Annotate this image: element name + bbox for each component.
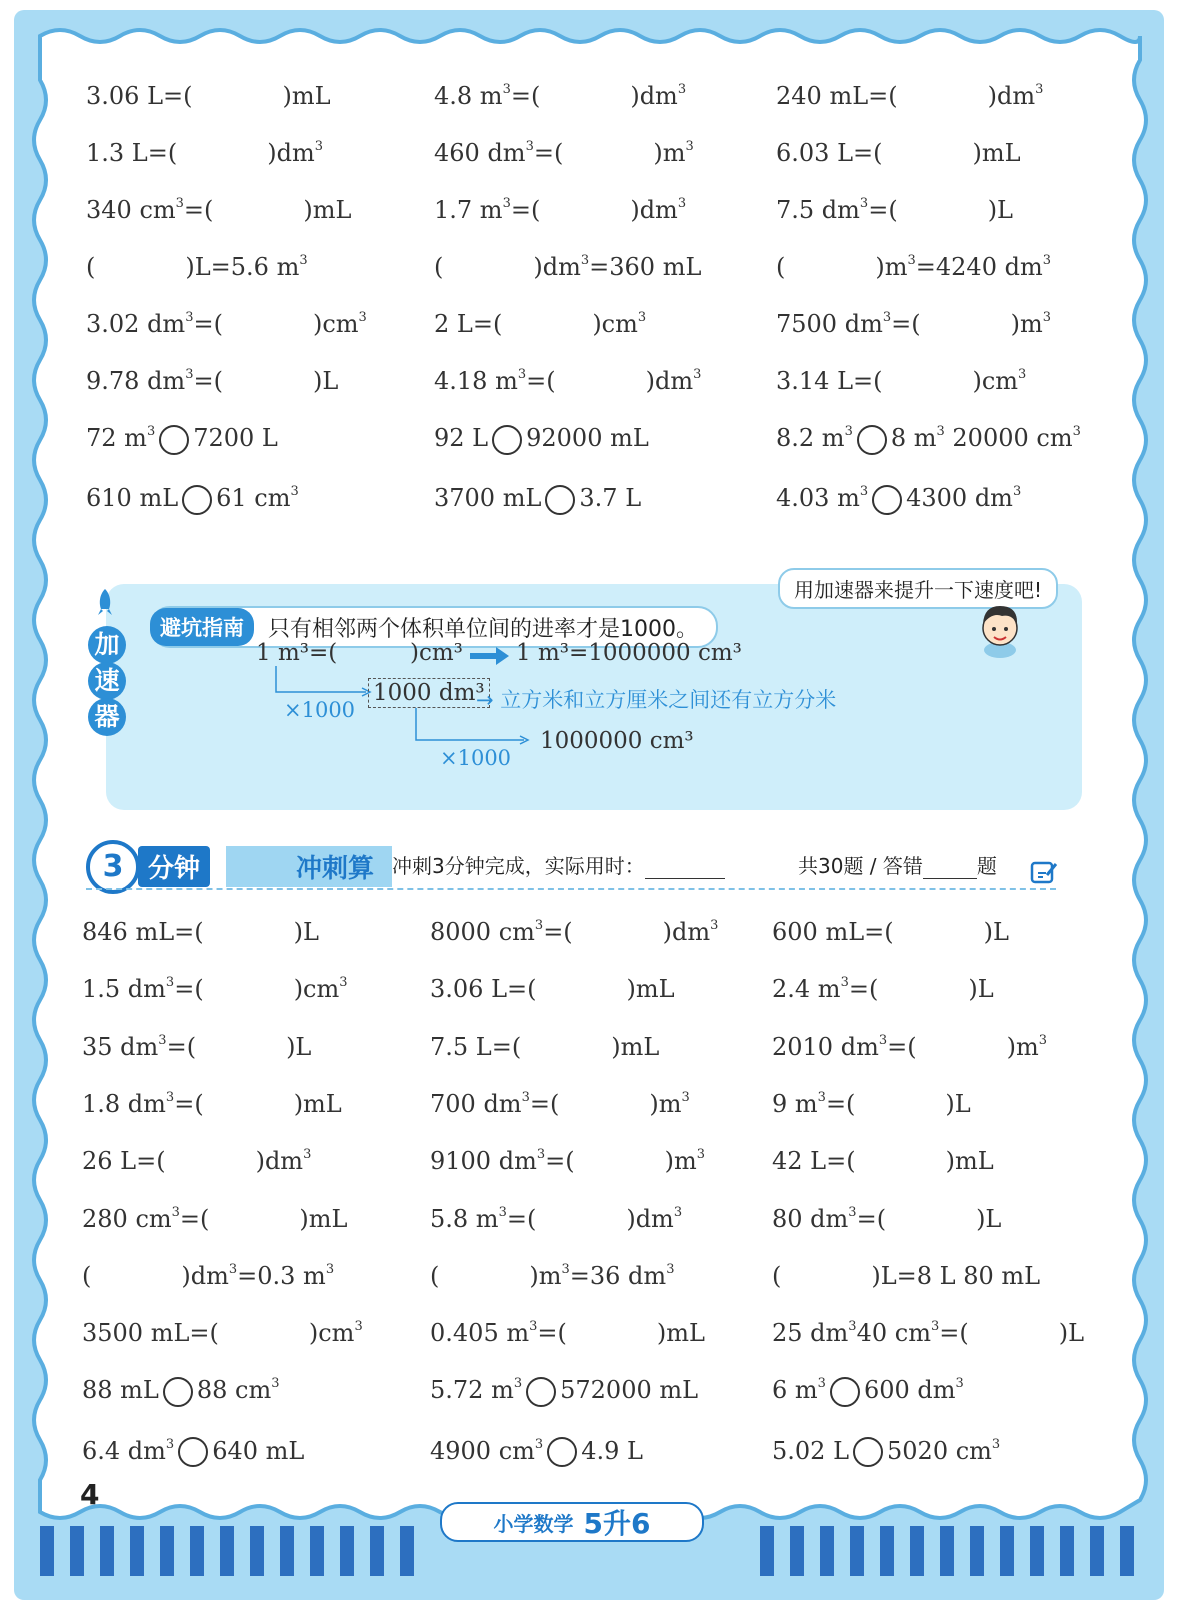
boy-cartoon-icon (972, 598, 1028, 658)
section-divider (86, 888, 1056, 890)
exercise-row (82, 1027, 1082, 1067)
compare-circle[interactable] (178, 1437, 208, 1467)
conversion-exercise: 3.06 L=( )mL (86, 82, 331, 110)
exercise-row (86, 133, 1086, 173)
compare-circle[interactable] (526, 1377, 556, 1407)
comparison-exercise: 8.2 $m^3$ 8 $m^3$ 20000 $cm^3$ (776, 418, 1081, 458)
section-title-b: 冲刺算 (296, 854, 375, 884)
conversion-exercise: ( )L=5.6 $m^3$ (86, 253, 308, 281)
exercise-row (82, 969, 1082, 1009)
comparison-exercise: 3700 mL 3.7 L (434, 478, 641, 518)
exercise-row (82, 1313, 1085, 1353)
conversion-exercise: ( )$dm^3=360$ mL (434, 253, 702, 281)
footer-label (440, 1502, 704, 1542)
exercise-row (86, 304, 1086, 344)
conversion-exercise: 42 L=( )mL (772, 1147, 994, 1176)
time-blank[interactable] (645, 858, 725, 879)
accel-result2: 1000000 cm³ (540, 728, 694, 754)
comparison-row (86, 478, 1086, 518)
conversion-exercise: 1.8 $dm^3=$( )mL (82, 1089, 342, 1118)
conversion-exercise: 8000 $cm^3=$( )$dm^3$ (430, 918, 719, 946)
conversion-exercise: 25 $dm^340$ $cm^3=$( )L (772, 1319, 1085, 1348)
conversion-exercise: 26 L=( )$dm^3$ (82, 1147, 312, 1176)
compare-circle[interactable] (547, 1437, 577, 1467)
tip-text: 只有相邻两个体积单位间的进率才是1000。 (268, 616, 698, 642)
comparison-row (86, 418, 1086, 458)
conversion-exercise: 0.405 $m^3=$( )mL (430, 1319, 705, 1348)
conversion-exercise: 80 $dm^3=$( )L (772, 1204, 1002, 1233)
exercise-row (82, 1084, 1082, 1124)
section-count: 共30题 / 答错 题 (798, 854, 997, 878)
compare-circle[interactable] (492, 425, 522, 455)
conversion-exercise: 340 $cm^3=$( )mL (86, 196, 352, 224)
conversion-exercise: 2 L=( )$cm^3$ (434, 310, 647, 338)
comparison-exercise: 6 $m^3$ 600 $dm^3$ (772, 1370, 964, 1410)
conversion-exercise: 9.78 $dm^3=$( )L (86, 367, 339, 395)
rocket-icon (96, 588, 114, 616)
mult-1000-a: ×1000 (284, 698, 356, 722)
accelerator-label-2: 速 (88, 662, 126, 700)
compare-circle[interactable] (872, 485, 902, 515)
page-number: 4 (80, 1478, 100, 1511)
section-title-b-bg (226, 846, 392, 887)
compare-circle[interactable] (545, 485, 575, 515)
conversion-exercise: 1.3 L=( )$dm^3$ (86, 139, 323, 167)
compare-circle[interactable] (163, 1377, 193, 1407)
accel-line1-result: 1 m³=1000000 cm³ (516, 640, 742, 666)
conversion-exercise: 4.8 $m^3=$( )$dm^3$ (434, 82, 687, 110)
conversion-exercise: 1.5 $dm^3=$( )$cm^3$ (82, 975, 348, 1004)
comparison-exercise: 6.4 $dm^3$ 640 mL (82, 1431, 304, 1471)
comparison-exercise: 5.02 L 5020 $cm^3$ (772, 1431, 1000, 1471)
compare-circle[interactable] (159, 425, 189, 455)
comparison-exercise: 5.72 $m^3$ 572000 mL (430, 1370, 698, 1410)
section-title-a: 分钟 (138, 846, 210, 887)
compare-circle[interactable] (182, 485, 212, 515)
conversion-exercise: 2.4 $m^3=$( )L (772, 975, 994, 1004)
conversion-exercise: ( )$m^3=36$ $dm^3$ (430, 1261, 675, 1290)
conversion-exercise: 846 mL=( )L (82, 918, 319, 946)
conversion-exercise: 9 $m^3=$( )L (772, 1089, 971, 1118)
section-instruction: 冲刺3分钟完成，实际用时： (392, 850, 725, 879)
exercise-row (86, 76, 1086, 116)
comparison-exercise: 4900 $cm^3$ 4.9 L (430, 1431, 643, 1471)
conversion-exercise: 4.18 $m^3=$( )$dm^3$ (434, 367, 702, 395)
comparison-exercise: 72 $m^3$ 7200 L (86, 418, 278, 458)
mid-box: 1000 dm³ (368, 678, 490, 708)
compare-circle[interactable] (830, 1377, 860, 1407)
conversion-exercise: ( )$m^3=4240$ $dm^3$ (776, 253, 1051, 281)
conversion-exercise: 7500 $dm^3=$( )$m^3$ (776, 310, 1051, 338)
tip-tag: 避坑指南 (150, 608, 254, 646)
conversion-exercise: 3.14 L=( )$cm^3$ (776, 367, 1027, 395)
comparison-exercise: 92 L 92000 mL (434, 418, 649, 458)
exercise-row (86, 190, 1086, 230)
footer-grade: 5升6 (583, 1507, 651, 1540)
mid-note: → 立方米和立方厘米之间还有立方分米 (476, 688, 837, 712)
conversion-exercise: 9100 $dm^3=$( )$m^3$ (430, 1147, 705, 1176)
conversion-exercise: 7.5 L=( )mL (430, 1032, 660, 1061)
exercise-row (86, 361, 1086, 401)
exercise-row (86, 247, 1086, 287)
section-header (86, 840, 1076, 890)
speech-bubble: 用加速器来提升一下速度吧! (778, 568, 1058, 609)
pencil-note-icon (1030, 860, 1058, 888)
accelerator-label-3: 器 (88, 698, 126, 736)
accel-line1-left: 1 m³=( (256, 640, 338, 666)
mult-1000-b: ×1000 (440, 746, 512, 770)
comparison-row (82, 1370, 1082, 1410)
comparison-exercise: 88 mL 88 $cm^3$ (82, 1370, 280, 1410)
conversion-exercise: 6.03 L=( )mL (776, 139, 1021, 167)
conversion-exercise: 700 $dm^3=$( )$m^3$ (430, 1089, 690, 1118)
conversion-exercise: 7.5 $dm^3=$( )L (776, 196, 1013, 224)
conversion-exercise: 280 $cm^3=$( )mL (82, 1204, 348, 1233)
conversion-exercise: 240 mL=( )$dm^3$ (776, 82, 1044, 110)
compare-circle[interactable] (853, 1437, 883, 1467)
exercise-row (82, 1141, 1082, 1181)
footer-subject: 小学数学 (493, 1511, 574, 1536)
exercise-row (82, 1199, 1082, 1239)
exercise-row (82, 1256, 1082, 1296)
exercise-row (82, 912, 1082, 952)
conversion-exercise: 35 $dm^3=$( )L (82, 1032, 312, 1061)
conversion-exercise: 3500 mL=( )$cm^3$ (82, 1319, 363, 1348)
compare-circle[interactable] (857, 425, 887, 455)
conversion-exercise: ( )L=8 L 80 mL (772, 1261, 1041, 1290)
conversion-exercise: 600 mL=( )L (772, 918, 1009, 946)
accelerator-label-1: 加 (88, 626, 126, 664)
comparison-exercise: 4.03 $m^3$ 4300 $dm^3$ (776, 478, 1021, 518)
conversion-exercise: 2010 $dm^3=$( )$m^3$ (772, 1032, 1047, 1061)
wrong-count-blank[interactable] (923, 858, 977, 879)
section-number: 3 (86, 840, 140, 894)
conversion-exercise: 1.7 $m^3=$( )$dm^3$ (434, 196, 687, 224)
comparison-row (82, 1431, 1082, 1471)
accel-line1-right: )cm³ (410, 640, 463, 666)
comparison-exercise: 610 mL 61 $cm^3$ (86, 478, 299, 518)
conversion-exercise: ( )$dm^3=0.3$ $m^3$ (82, 1261, 335, 1290)
conversion-exercise: 3.02 $dm^3=$( )$cm^3$ (86, 310, 367, 338)
conversion-exercise: 5.8 $m^3=$( )$dm^3$ (430, 1204, 683, 1233)
conversion-exercise: 460 $dm^3=$( )$m^3$ (434, 139, 694, 167)
conversion-exercise: 3.06 L=( )mL (430, 975, 675, 1004)
